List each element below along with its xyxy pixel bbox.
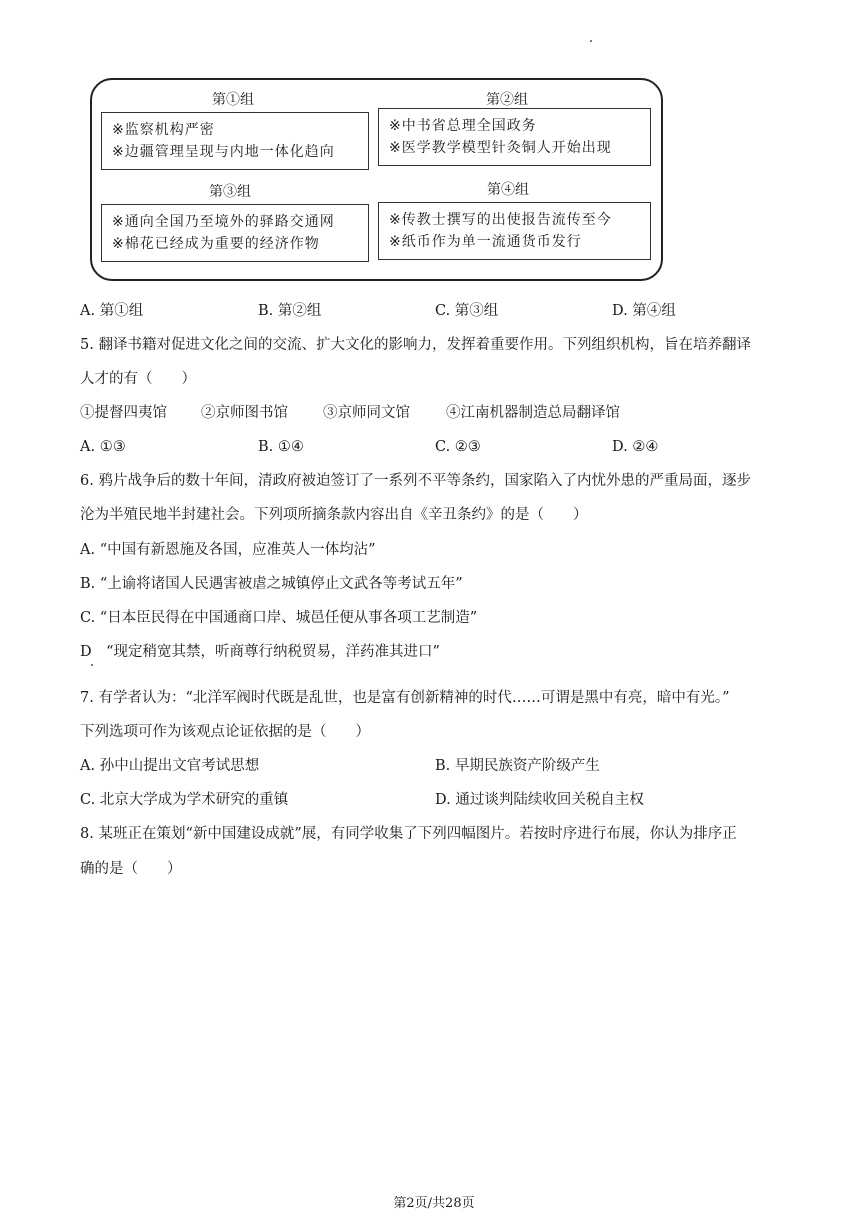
group-4-box [378,202,651,260]
group-3-item: ※棉花已经成为重要的经济作物 [112,236,320,252]
q4-option-a[interactable]: A. 第①组 [80,303,144,319]
q5-item-1: ①提督四夷馆 [80,405,167,421]
q4-option-b[interactable]: B. 第②组 [258,303,322,319]
page-number: 第2页/共28页 [393,1196,475,1211]
group-4-title: 第④组 [487,182,529,198]
q8-stem-line2: 确的是（ ） [80,861,182,877]
q5-item-4: ④江南机器制造总局翻译馆 [446,405,620,421]
q6-option-d[interactable]: D “现定稍宽其禁，听商尊行纳税贸易，洋药准其进口” [80,644,440,660]
q5-item-2: ②京师图书馆 [201,405,288,421]
group-2-box [378,108,651,166]
q5-option-c[interactable]: C. ②③ [435,439,481,455]
q7-stem-line2: 下列选项可作为该观点论证依据的是（ ） [80,724,370,740]
group-2-title: 第②组 [486,92,528,108]
q8-stem-line1: 8. 某班正在策划“新中国建设成就”展，有同学收集了下列四幅图片。若按时序进行布展，你认为排序正 [80,826,737,842]
group-1-item: ※监察机构严密 [112,122,215,138]
q7-option-c[interactable]: C. 北京大学成为学术研究的重镇 [80,792,289,808]
group-3-item: ※通向全国乃至境外的驿路交通网 [112,214,335,230]
q6-option-c[interactable]: C. “日本臣民得在中国通商口岸、城邑任便从事各项工艺制造” [80,610,478,626]
q7-option-a[interactable]: A. 孙中山提出文官考试思想 [80,758,260,774]
q5-option-d[interactable]: D. ②④ [612,439,659,455]
q6-stem-line1: 6. 鸦片战争后的数十年间，清政府被迫签订了一系列不平等条约，国家陷入了内忧外患的严重局面，逐步 [80,473,751,489]
q7-option-d[interactable]: D. 通过谈判陆续收回关税自主权 [435,792,644,808]
q4-option-c[interactable]: C. 第③组 [435,303,499,319]
q4-option-d[interactable]: D. 第④组 [612,303,676,319]
group-1-title: 第①组 [212,92,254,108]
q5-option-b[interactable]: B. ①④ [258,439,304,455]
group-4-item: ※纸币作为单一流通货币发行 [389,234,582,250]
group-2-item: ※医学教学模型针灸铜人开始出现 [389,140,612,156]
group-1-item: ※边疆管理呈现与内地一体化趋向 [112,144,335,160]
q5-item-3: ③京师同文馆 [323,405,410,421]
q6-stem-line2: 沦为半殖民地半封建社会。下列项所摘条款内容出自《辛丑条约》的是（ ） [80,507,588,523]
group-4-item: ※传教士撰写的出使报告流传至今 [389,212,612,228]
q7-stem-line1: 7. 有学者认为：“北洋军阀时代既是乱世，也是富有创新精神的时代……可谓是黑中有亮，暗中有光。” [80,690,730,706]
q6-option-b[interactable]: B. “上谕将诸国人民遇害被虐之城镇停止文武各等考试五年” [80,576,463,592]
group-3-box [101,204,369,262]
scan-speck [91,664,93,666]
q7-option-b[interactable]: B. 早期民族资产阶级产生 [435,758,600,774]
q5-stem-line2: 人才的有（ ） [80,371,196,387]
q6-option-a[interactable]: A. “中国有新恩施及各国，应准英人一体均沾” [80,542,376,558]
group-1-box [101,112,369,170]
group-2-item: ※中书省总理全国政务 [389,118,537,134]
q5-option-a[interactable]: A. ①③ [80,439,126,455]
scan-speck [590,40,592,42]
q5-stem-line1: 5. 翻译书籍对促进文化之间的交流、扩大文化的影响力，发挥着重要作用。下列组织机构，旨在培养翻译 [80,337,751,353]
group-3-title: 第③组 [209,184,251,200]
groups-frame [90,78,663,281]
